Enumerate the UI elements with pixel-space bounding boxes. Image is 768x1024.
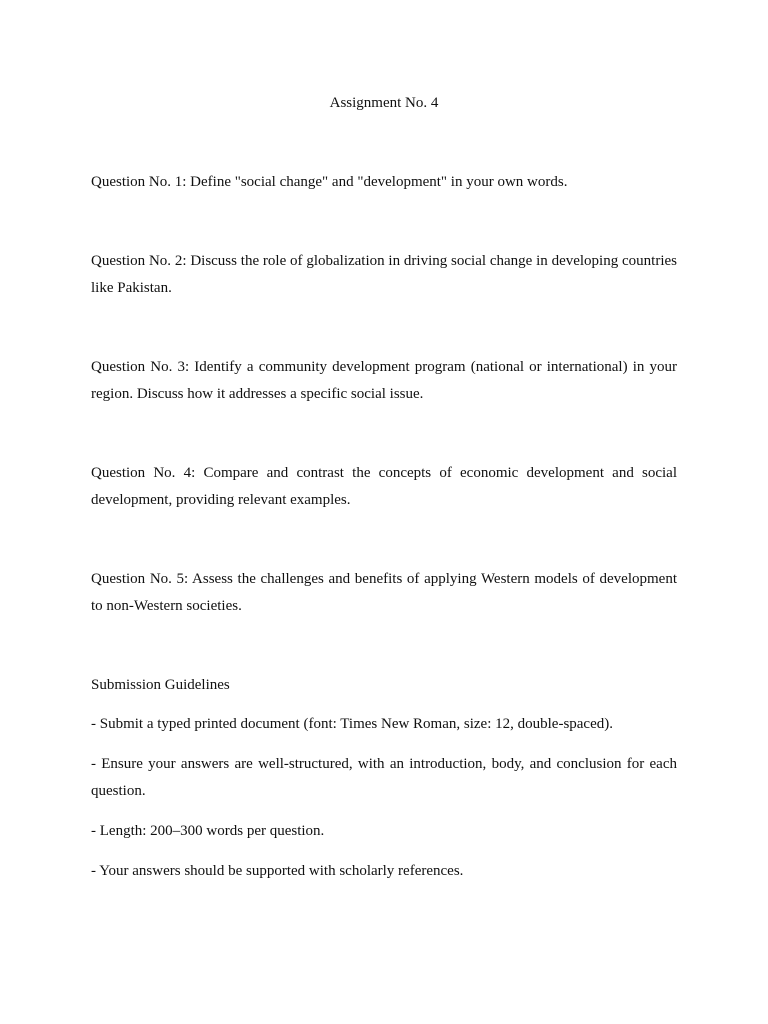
question-4: Question No. 4: Compare and contrast the concepts of economic development and social development, providing relevant examples. — [91, 465, 677, 508]
guideline-item: - Your answers should be supported with scholarly references. — [91, 863, 464, 879]
guideline-item: - Length: 200–300 words per question. — [91, 823, 325, 839]
question-2: Question No. 2: Discuss the role of globalization in driving social change in developing countries like Pakistan. — [91, 253, 677, 296]
guidelines-heading: Submission Guidelines — [91, 677, 230, 693]
question-3: Question No. 3: Identify a community development program (national or international) in your region. Discuss how it addresses a specific social issue. — [91, 359, 677, 402]
guideline-item: - Ensure your answers are well-structured, with an introduction, body, and conclusion for each question. — [91, 756, 677, 799]
guideline-item: - Submit a typed printed document (font: Times New Roman, size: 12, double-spaced). — [91, 716, 613, 732]
question-1: Question No. 1: Define "social change" and "development" in your own words. — [91, 174, 568, 190]
guidelines-list — [91, 711, 677, 898]
question-5: Question No. 5: Assess the challenges and benefits of applying Western models of development to non-Western societies. — [91, 571, 677, 614]
assignment-title: Assignment No. 4 — [329, 95, 439, 111]
